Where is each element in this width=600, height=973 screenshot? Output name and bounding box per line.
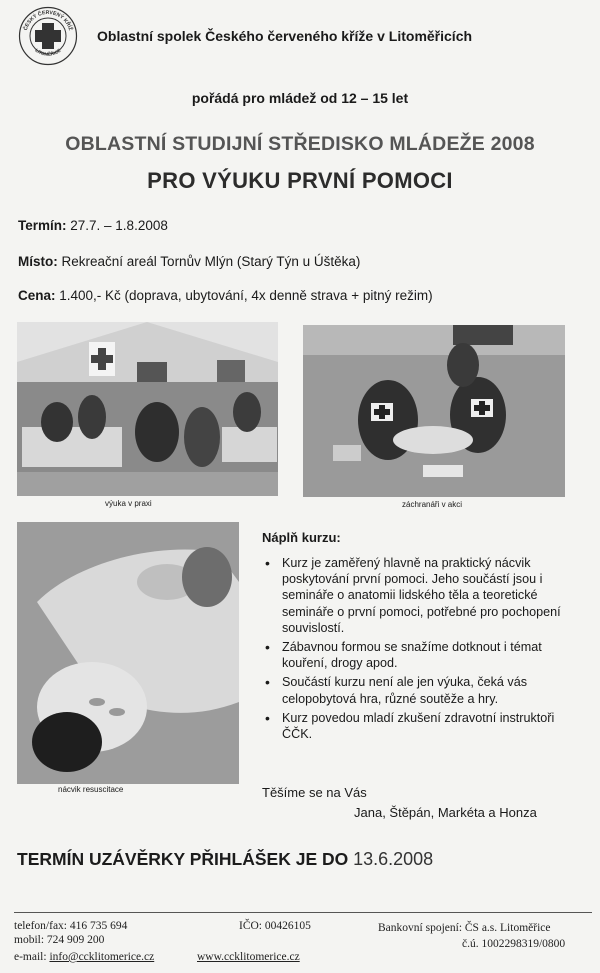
date-info bbox=[18, 218, 168, 233]
photo-caption: nácvik resuscitace bbox=[58, 785, 124, 794]
page-subtitle: PRO VÝUKU PRVNÍ POMOCI bbox=[147, 168, 453, 193]
list-item: • Kurz je zaměřený hlavně na praktický nácvik poskytování první pomoci. Jeho součástí jsou i semináře o anatomii lidského těla a teoretické semináře o první pomoci, potřebné pro pochopení souvislostí. bbox=[262, 555, 582, 636]
signature: Jana, Štěpán, Markéta a Honza bbox=[354, 805, 537, 820]
email-label: e-mail: bbox=[14, 951, 50, 963]
course-content-list bbox=[262, 555, 582, 745]
footer-divider bbox=[14, 912, 592, 913]
closing-text: Těšíme se na Vás bbox=[262, 785, 367, 800]
date-label: Termín: bbox=[18, 218, 67, 233]
course-content-heading: Náplň kurzu: bbox=[262, 530, 341, 545]
place-info bbox=[18, 254, 360, 269]
photo-cpr-dummy bbox=[17, 522, 239, 784]
photo-rescuers bbox=[303, 325, 565, 497]
photo-caption: výuka v praxi bbox=[105, 499, 152, 508]
footer-account: č.ú. 1002298319/0800 bbox=[462, 938, 566, 950]
deadline-label: TERMÍN UZÁVĚRKY PŘIHLÁŠEK JE DO bbox=[17, 849, 354, 869]
logo-ring-text: ČESKÝ ČERVENÝ KŘÍŽ bbox=[22, 9, 74, 32]
svg-text:LITOMĚŘICE bbox=[34, 48, 61, 57]
list-item: • Součástí kurzu není ale jen výuka, čeká vás celopobytová hra, různé soutěže a hry. bbox=[262, 674, 582, 706]
footer-phone: telefon/fax: 416 735 694 bbox=[14, 920, 128, 932]
footer-mobile: mobil: 724 909 200 bbox=[14, 934, 105, 946]
photo-classroom bbox=[17, 322, 278, 496]
date-value: 27.7. – 1.8.2008 bbox=[66, 218, 168, 233]
red-cross-logo bbox=[18, 6, 78, 66]
organization-name: Oblastní spolek Českého červeného kříže v Litoměřicích bbox=[97, 28, 473, 44]
footer-bank: Bankovní spojení: ČS a.s. Litoměřice bbox=[378, 922, 551, 934]
price-info bbox=[18, 288, 433, 303]
photo-caption: záchranáři v akci bbox=[402, 500, 463, 509]
registration-deadline bbox=[17, 849, 433, 870]
website-link[interactable]: www.ccklitomerice.cz bbox=[197, 951, 300, 963]
list-item: • Kurz povedou mladí zkušení zdravotní instruktoři ČČK. bbox=[262, 710, 582, 742]
price-value: 1.400,- Kč (doprava, ubytování, 4x denně strava + pitný režim) bbox=[55, 288, 433, 303]
price-label: Cena: bbox=[18, 288, 56, 303]
deadline-date: 13.6.2008 bbox=[353, 849, 434, 869]
logo-bottom-text: LITOMĚŘICE bbox=[34, 47, 62, 57]
email-link[interactable]: info@ccklitomerice.cz bbox=[49, 951, 155, 963]
place-label: Místo: bbox=[18, 254, 58, 269]
footer-email bbox=[14, 951, 154, 963]
footer-company-id: IČO: 00426105 bbox=[239, 920, 311, 932]
list-item: • Zábavnou formou se snažíme dotknout i témat kouření, drogy apod. bbox=[262, 639, 582, 671]
audience-line: pořádá pro mládež od 12 – 15 let bbox=[191, 90, 409, 106]
page-title: OBLASTNÍ STUDIJNÍ STŘEDISKO MLÁDEŽE 2008 bbox=[65, 133, 535, 155]
place-value: Rekreační areál Tornův Mlýn (Starý Týn u Úštěka) bbox=[57, 254, 361, 269]
